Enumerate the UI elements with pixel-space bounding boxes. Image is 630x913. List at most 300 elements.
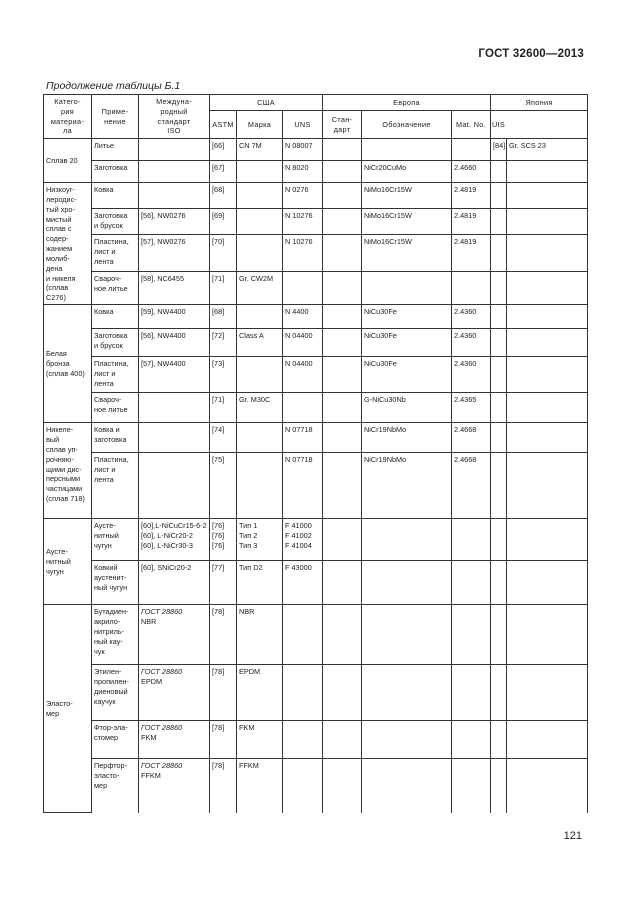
text-line: FKM: [239, 723, 255, 733]
cell-eu-designation: [362, 305, 452, 329]
cell-jis-ref: [491, 305, 507, 329]
text-line: [60], SNiCr20-2: [141, 563, 192, 573]
cell-jis-ref: [491, 357, 507, 393]
cell-mark: [237, 305, 283, 329]
text-line: Катего-: [54, 96, 81, 106]
cell-iso-standard: [139, 357, 210, 393]
text-line: Пластина,: [94, 237, 129, 247]
cell-astm: [210, 305, 237, 329]
cell-eu-standard: [323, 393, 362, 423]
text-line: NiMo16Cr15W: [364, 185, 412, 194]
cell-application: [92, 759, 139, 813]
text-line: содер-: [46, 234, 69, 244]
cell-jis-grade: [507, 561, 588, 605]
table-row: [44, 139, 588, 161]
table-row: [44, 272, 588, 305]
cell-iso-standard: [139, 423, 210, 453]
text-line: частицами: [46, 484, 83, 494]
cell-jis-grade: [507, 665, 588, 721]
text-line: ное литье: [94, 284, 128, 294]
page-number: 121: [563, 830, 582, 842]
text-line: персными: [46, 474, 81, 484]
text-line: каучук: [94, 696, 116, 706]
cell-uns: [283, 561, 323, 605]
cell-mat-no: [452, 393, 491, 423]
cell-mark: [237, 161, 283, 183]
cell-eu-designation: [362, 665, 452, 721]
materials-table: [43, 94, 588, 813]
cell-jis-ref: [491, 561, 507, 605]
text-line: нитный: [46, 557, 71, 567]
text-line: NiCr20CuMo: [364, 163, 407, 172]
cell-astm: [210, 423, 237, 453]
cell-mark: [237, 357, 283, 393]
header-application: [92, 95, 139, 139]
cell-iso-standard: [139, 329, 210, 357]
cell-application: [92, 209, 139, 235]
cell-mat-no: [452, 561, 491, 605]
text-line: аустенит-: [94, 572, 127, 582]
cell-jis-ref: [491, 665, 507, 721]
cell-astm: [210, 209, 237, 235]
cell-application: [92, 561, 139, 605]
text-line: Gr. SCS 23: [509, 141, 546, 150]
text-line: Низкоуг-: [46, 185, 75, 194]
text-line: Gr. CW2M: [239, 274, 274, 284]
cell-iso-standard: [139, 453, 210, 519]
text-line: G-NiCu30Nb: [364, 395, 406, 405]
text-line: Тип 3: [239, 540, 258, 550]
text-line: Class A: [239, 331, 264, 341]
text-line: сплав с: [46, 224, 72, 234]
cell-astm: [210, 329, 237, 357]
cell-mark: [237, 183, 283, 209]
cell-mark: [237, 759, 283, 813]
cell-mat-no: [452, 209, 491, 235]
cell-jis-grade: [507, 453, 588, 519]
cell-mark: [237, 605, 283, 665]
cell-eu-designation: [362, 721, 452, 759]
cell-mat-no: [452, 605, 491, 665]
cell-mat-no: [452, 305, 491, 329]
cell-mark: [237, 519, 283, 561]
table-row: [44, 665, 588, 721]
text-line: 2.4365: [454, 395, 477, 405]
cell-jis-grade: [507, 605, 588, 665]
text-line: лист и: [94, 368, 116, 378]
text-line: рия: [61, 106, 74, 116]
table-row: [44, 519, 588, 561]
cell-mark: [237, 721, 283, 759]
gost-reference: ГОСТ 28860: [141, 667, 183, 677]
table-row: [44, 605, 588, 665]
text-line: [60], L-NiCr20-2: [141, 530, 193, 540]
text-line: [78]: [212, 667, 225, 677]
text-line: [75]: [212, 455, 225, 465]
table-caption: Продолжение таблицы Б.1: [46, 80, 181, 92]
text-line: [77]: [212, 563, 225, 573]
text-line: и никеля: [46, 273, 76, 283]
header-japan: Япония: [491, 95, 588, 111]
text-line: Ковка: [94, 307, 114, 317]
cell-jis-grade: [507, 393, 588, 423]
text-line: [67]: [212, 163, 225, 172]
cell-material-category: [44, 605, 92, 813]
text-line: мер: [94, 780, 108, 790]
text-line: NiMo16Cr15W: [364, 211, 412, 221]
cell-iso-standard: [139, 393, 210, 423]
cell-eu-standard: [323, 759, 362, 813]
text-line: [71]: [212, 274, 225, 284]
text-line: Заготовка: [94, 211, 128, 221]
text-line: молиб-: [46, 253, 70, 263]
text-line: [78]: [212, 723, 225, 733]
text-line: [56], NW4400: [141, 331, 186, 341]
cell-uns: [283, 272, 323, 305]
text-line: дена: [46, 263, 63, 273]
cell-application: [92, 357, 139, 393]
cell-eu-designation: [362, 561, 452, 605]
table-row: [44, 453, 588, 519]
text-line: рочняю-: [46, 454, 74, 464]
cell-iso-standard: [139, 235, 210, 272]
cell-iso-standard: [139, 209, 210, 235]
text-line: ла: [63, 126, 72, 136]
cell-eu-standard: [323, 139, 362, 161]
header-designation: Обозначение: [362, 111, 452, 139]
cell-eu-standard: [323, 272, 362, 305]
cell-application: [92, 665, 139, 721]
text-line: N 08007: [285, 141, 313, 150]
text-line: Пластина,: [94, 359, 129, 369]
text-line: нитный: [94, 530, 119, 540]
text-line: FFKM: [239, 761, 259, 771]
text-line: щими дис-: [46, 464, 82, 474]
cell-mat-no: [452, 665, 491, 721]
cell-material-category: [44, 183, 92, 305]
cell-uns: [283, 183, 323, 209]
cell-uns: [283, 393, 323, 423]
header-category: [44, 95, 92, 139]
cell-jis-grade: [507, 721, 588, 759]
cell-mark: [237, 423, 283, 453]
text-line: NiMo16Cr15W: [364, 237, 412, 247]
cell-application: [92, 519, 139, 561]
text-line: чугун: [94, 540, 112, 550]
cell-iso-standard: [139, 139, 210, 161]
cell-mat-no: [452, 357, 491, 393]
cell-uns: [283, 665, 323, 721]
text-line: 2.4360: [454, 331, 477, 341]
text-line: и брусок: [94, 340, 123, 350]
cell-iso-standard: [139, 519, 210, 561]
cell-application: [92, 235, 139, 272]
iso-code: FKM: [141, 732, 157, 742]
cell-eu-designation: [362, 393, 452, 423]
cell-jis-ref: [491, 209, 507, 235]
cell-jis-grade: [507, 759, 588, 813]
text-line: лента: [94, 257, 114, 266]
cell-mat-no: [452, 272, 491, 305]
text-line: N 04400: [285, 359, 313, 369]
text-line: Перфтор-: [94, 761, 128, 771]
text-line: Аусте-: [46, 547, 68, 557]
text-line: стандарт: [157, 116, 191, 126]
cell-astm: [210, 759, 237, 813]
cell-jis-grade: [507, 209, 588, 235]
cell-eu-designation: [362, 139, 452, 161]
text-line: Gr. M30C: [239, 395, 271, 405]
cell-jis-ref: [491, 235, 507, 272]
text-line: [58], NC6455: [141, 274, 184, 284]
text-line: 2.4819: [454, 185, 477, 194]
cell-jis-ref: [491, 519, 507, 561]
text-line: Фтор-эла-: [94, 723, 128, 733]
text-line: 2.4819: [454, 237, 477, 247]
text-line: N 8020: [285, 163, 309, 172]
cell-eu-standard: [323, 519, 362, 561]
text-line: Междуна-: [156, 96, 192, 106]
text-line: [76]: [212, 521, 225, 531]
text-line: N 07718: [285, 425, 313, 435]
text-line: Тип 2: [239, 530, 258, 540]
text-line: ный кау-: [94, 636, 123, 646]
cell-iso-standard: [139, 665, 210, 721]
text-line: [68]: [212, 185, 225, 194]
cell-mark: [237, 453, 283, 519]
cell-jis-ref: [491, 423, 507, 453]
text-line: NiCu30Fe: [364, 307, 397, 317]
cell-iso-standard: [139, 161, 210, 183]
text-line: вый: [46, 434, 60, 444]
text-line: [72]: [212, 331, 225, 341]
document-header: ГОСТ 32600—2013: [478, 48, 584, 60]
cell-mark: [237, 272, 283, 305]
text-line: ный чугун: [94, 582, 128, 592]
text-line: 2.4360: [454, 359, 477, 369]
cell-material-category: [44, 305, 92, 423]
cell-uns: [283, 329, 323, 357]
cell-eu-standard: [323, 357, 362, 393]
cell-eu-standard: [323, 329, 362, 357]
cell-eu-standard: [323, 305, 362, 329]
text-line: [73]: [212, 359, 225, 369]
text-line: нитриль-: [94, 626, 125, 636]
gost-reference: ГОСТ 28860: [141, 761, 183, 771]
cell-mat-no: [452, 423, 491, 453]
cell-uns: [283, 209, 323, 235]
cell-jis-grade: [507, 423, 588, 453]
cell-application: [92, 329, 139, 357]
cell-astm: [210, 161, 237, 183]
cell-iso-standard: [139, 183, 210, 209]
cell-eu-designation: [362, 272, 452, 305]
table-row: [44, 721, 588, 759]
text-line: EPDM: [239, 667, 261, 677]
text-line: С276): [46, 293, 66, 303]
text-line: чугун: [46, 567, 64, 577]
text-line: [71]: [212, 395, 225, 405]
text-line: Аусте-: [94, 521, 116, 531]
cell-astm: [210, 272, 237, 305]
text-line: Стан-: [331, 114, 353, 124]
text-line: стомер: [94, 732, 119, 742]
text-line: Заготовка: [94, 163, 128, 172]
table-row: [44, 161, 588, 183]
cell-eu-designation: [362, 453, 452, 519]
text-line: [70]: [212, 237, 225, 247]
text-line: N 10276: [285, 211, 313, 221]
text-line: диеновый: [94, 686, 128, 696]
cell-uns: [283, 357, 323, 393]
cell-eu-standard: [323, 423, 362, 453]
cell-mark: [237, 329, 283, 357]
cell-mat-no: [452, 721, 491, 759]
cell-eu-designation: [362, 329, 452, 357]
cell-mark: [237, 209, 283, 235]
header-standard: [323, 111, 362, 139]
text-line: (сплав 718): [46, 494, 85, 504]
cell-jis-ref: [491, 393, 507, 423]
cell-iso-standard: [139, 721, 210, 759]
cell-eu-designation: [362, 357, 452, 393]
text-line: Ковка: [94, 185, 114, 194]
text-line: Пластина,: [94, 455, 129, 465]
table-row: [44, 235, 588, 272]
cell-astm: [210, 519, 237, 561]
iso-code: NBR: [141, 616, 157, 626]
text-line: Свароч-: [94, 274, 122, 284]
text-line: NiCr19NbMo: [364, 455, 407, 465]
cell-application: [92, 453, 139, 519]
cell-eu-standard: [323, 721, 362, 759]
text-line: [78]: [212, 607, 225, 617]
cell-astm: [210, 721, 237, 759]
text-line: бронза: [46, 359, 70, 369]
text-line: [56], NW0276: [141, 211, 186, 221]
cell-uns: [283, 235, 323, 272]
text-line: [74]: [212, 425, 225, 435]
text-line: F 41004: [285, 540, 312, 550]
text-line: Приме-: [101, 106, 129, 116]
text-line: 2.4360: [454, 307, 477, 317]
iso-code: FFKM: [141, 770, 161, 780]
cell-eu-designation: [362, 423, 452, 453]
cell-jis-grade: [507, 519, 588, 561]
text-line: акрило-: [94, 616, 121, 626]
text-line: лента: [94, 474, 114, 484]
table-row: [44, 393, 588, 423]
text-line: и брусок: [94, 221, 123, 230]
cell-astm: [210, 453, 237, 519]
cell-eu-designation: [362, 519, 452, 561]
table-row: [44, 759, 588, 813]
cell-eu-standard: [323, 235, 362, 272]
cell-eu-designation: [362, 209, 452, 235]
cell-astm: [210, 183, 237, 209]
cell-jis-ref: [491, 721, 507, 759]
cell-mark: [237, 139, 283, 161]
text-line: сплав уп-: [46, 444, 78, 454]
text-line: NBR: [239, 607, 255, 617]
text-line: 2.4819: [454, 211, 477, 221]
text-line: лента: [94, 378, 114, 388]
text-line: Тип 1: [239, 521, 258, 531]
cell-jis-grade: [507, 139, 588, 161]
text-line: мистый: [46, 214, 72, 224]
text-line: Сплав 20: [46, 156, 78, 166]
text-line: [84]: [493, 141, 506, 150]
cell-material-category: [44, 139, 92, 183]
text-line: 2.4668: [454, 455, 477, 465]
cell-application: [92, 423, 139, 453]
cell-jis-grade: [507, 305, 588, 329]
cell-jis-ref: [491, 161, 507, 183]
text-line: Никеле-: [46, 425, 74, 435]
text-line: F 43000: [285, 563, 312, 573]
text-line: Этилен-: [94, 667, 122, 677]
text-line: N 07718: [285, 455, 313, 465]
cell-eu-standard: [323, 605, 362, 665]
table-body: [44, 139, 588, 813]
cell-uns: [283, 305, 323, 329]
text-line: [59], NW4400: [141, 307, 186, 317]
header-uns: UNS: [283, 111, 323, 139]
cell-application: [92, 161, 139, 183]
text-line: 2.4660: [454, 163, 477, 172]
cell-uns: [283, 139, 323, 161]
iso-code: EPDM: [141, 676, 163, 686]
text-line: материа-: [50, 116, 85, 126]
text-line: [76]: [212, 530, 225, 540]
cell-application: [92, 721, 139, 759]
text-line: 2.4668: [454, 425, 477, 435]
header-matno: Mat. No.: [452, 111, 491, 139]
table-row: [44, 209, 588, 235]
cell-eu-standard: [323, 453, 362, 519]
cell-iso-standard: [139, 605, 210, 665]
text-line: эласто-: [94, 770, 120, 780]
text-line: N 0276: [285, 185, 309, 194]
text-line: [66]: [212, 141, 225, 150]
text-line: заготовка: [94, 434, 127, 444]
cell-mat-no: [452, 161, 491, 183]
text-line: [76]: [212, 540, 225, 550]
gost-reference: ГОСТ 28860: [141, 723, 183, 733]
text-line: N 4400: [285, 307, 309, 317]
cell-jis-grade: [507, 235, 588, 272]
cell-application: [92, 139, 139, 161]
cell-jis-ref: [491, 139, 507, 161]
cell-application: [92, 393, 139, 423]
cell-application: [92, 183, 139, 209]
cell-mat-no: [452, 235, 491, 272]
cell-mat-no: [452, 453, 491, 519]
text-line: родный: [160, 106, 188, 116]
text-line: N 10276: [285, 237, 313, 247]
text-line: чук: [94, 646, 105, 656]
cell-eu-standard: [323, 561, 362, 605]
text-line: F 41000: [285, 521, 312, 531]
text-line: жанием: [46, 244, 73, 254]
text-line: [68]: [212, 307, 225, 317]
cell-mat-no: [452, 139, 491, 161]
text-line: [60], L-NiCr30-3: [141, 540, 193, 550]
cell-jis-ref: [491, 759, 507, 813]
cell-jis-grade: [507, 357, 588, 393]
cell-jis-grade: [507, 183, 588, 209]
cell-mat-no: [452, 759, 491, 813]
